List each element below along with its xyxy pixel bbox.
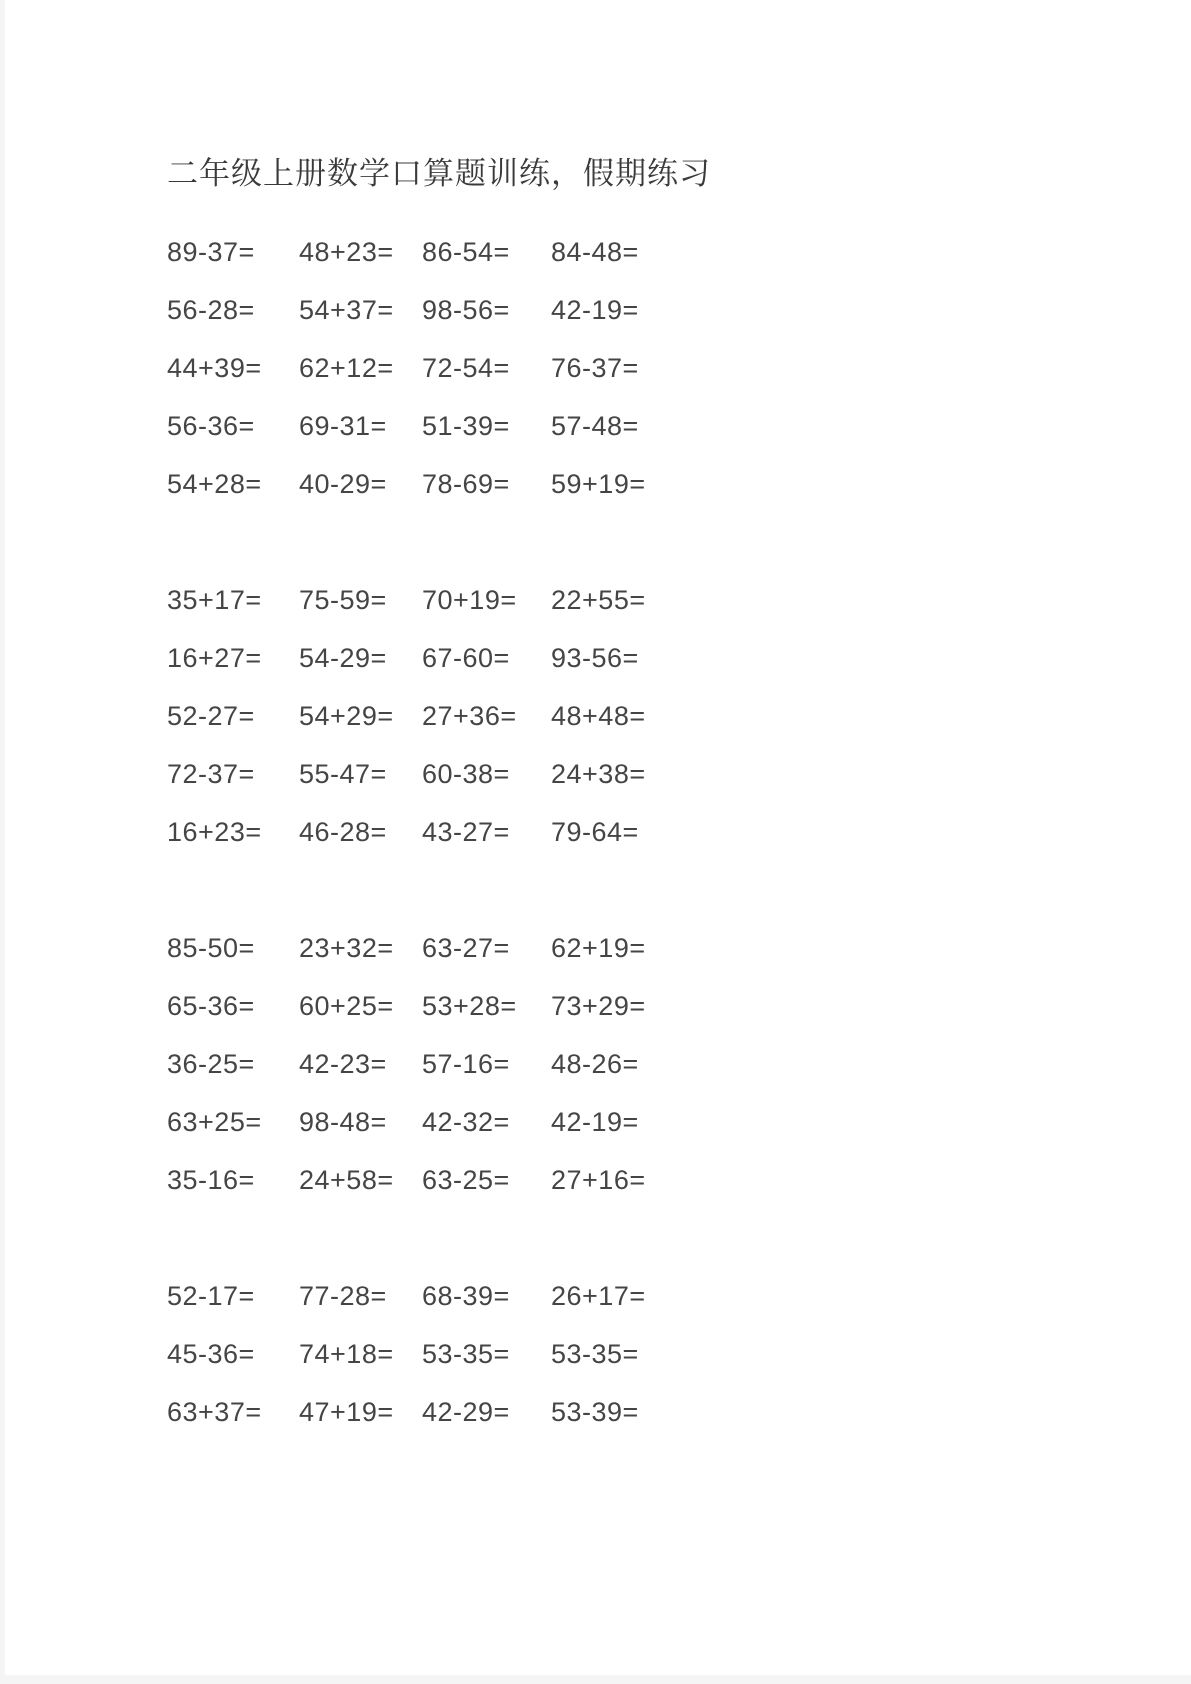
problem: 53-35= (422, 1338, 510, 1369)
problem-row (167, 629, 1151, 687)
problem-row (167, 919, 1151, 977)
problem: 60+25= (299, 990, 394, 1021)
problem: 78-69= (422, 468, 510, 499)
problem-block-3 (167, 919, 1151, 1209)
problem-block-1 (167, 223, 1151, 513)
problem: 46-28= (299, 816, 387, 847)
problem: 62+19= (551, 932, 646, 963)
problem: 63-27= (422, 932, 510, 963)
problem: 40-29= (299, 468, 387, 499)
problem-row (167, 745, 1151, 803)
problem: 53-39= (551, 1396, 639, 1427)
problem: 77-28= (299, 1280, 387, 1311)
problem: 43-27= (422, 816, 510, 847)
problem: 42-29= (422, 1396, 510, 1427)
problem: 57-48= (551, 410, 639, 441)
problem: 56-36= (167, 410, 255, 441)
problem: 22+55= (551, 584, 646, 615)
problem: 56-28= (167, 294, 255, 325)
worksheet-title: 二年级上册数学口算题训练，假期练习 (167, 156, 711, 191)
problem: 53-35= (551, 1338, 639, 1369)
problem-row (167, 571, 1151, 629)
problem: 42-19= (551, 1106, 639, 1137)
problem: 60-38= (422, 758, 510, 789)
problem: 42-23= (299, 1048, 387, 1079)
problem-row (167, 1035, 1151, 1093)
problem: 63-25= (422, 1164, 510, 1195)
problem: 84-48= (551, 236, 639, 267)
problem: 47+19= (299, 1396, 394, 1427)
problem: 48-26= (551, 1048, 639, 1079)
problem-row (167, 1151, 1151, 1209)
problem: 52-17= (167, 1280, 255, 1311)
problem: 98-48= (299, 1106, 387, 1137)
problem: 79-64= (551, 816, 639, 847)
problem: 54-29= (299, 642, 387, 673)
problem: 42-32= (422, 1106, 510, 1137)
problem: 85-50= (167, 932, 255, 963)
problem: 45-36= (167, 1338, 255, 1369)
worksheet-content (5, 0, 1191, 1441)
problem: 86-54= (422, 236, 510, 267)
problem: 48+48= (551, 700, 646, 731)
problem: 63+37= (167, 1396, 262, 1427)
problem: 26+17= (551, 1280, 646, 1311)
problem-block-4 (167, 1267, 1151, 1441)
problem: 55-47= (299, 758, 387, 789)
problem: 59+19= (551, 468, 646, 499)
problem: 70+19= (422, 584, 517, 615)
problem: 69-31= (299, 410, 387, 441)
problem: 27+16= (551, 1164, 646, 1195)
problem: 93-56= (551, 642, 639, 673)
problem-row (167, 281, 1151, 339)
problem: 27+36= (422, 700, 517, 731)
problem: 67-60= (422, 642, 510, 673)
problem: 73+29= (551, 990, 646, 1021)
problem-row (167, 1325, 1151, 1383)
problem: 44+39= (167, 352, 262, 383)
problem: 52-27= (167, 700, 255, 731)
problem: 75-59= (299, 584, 387, 615)
problem: 54+29= (299, 700, 394, 731)
problem-row (167, 1383, 1151, 1441)
problem: 23+32= (299, 932, 394, 963)
problem: 72-37= (167, 758, 255, 789)
problem: 89-37= (167, 236, 255, 267)
problem: 24+58= (299, 1164, 394, 1195)
problem-row (167, 397, 1151, 455)
problem: 53+28= (422, 990, 517, 1021)
problem: 16+23= (167, 816, 262, 847)
problem: 51-39= (422, 410, 510, 441)
problem: 16+27= (167, 642, 262, 673)
problem-row (167, 339, 1151, 397)
problem: 65-36= (167, 990, 255, 1021)
problem-block-2 (167, 571, 1151, 861)
problem: 72-54= (422, 352, 510, 383)
problem-row (167, 1267, 1151, 1325)
problem: 63+25= (167, 1106, 262, 1137)
problem: 36-25= (167, 1048, 255, 1079)
problem: 35+17= (167, 584, 262, 615)
problem: 68-39= (422, 1280, 510, 1311)
problem: 48+23= (299, 236, 394, 267)
problem: 24+38= (551, 758, 646, 789)
problem: 98-56= (422, 294, 510, 325)
problem-row (167, 687, 1151, 745)
problem: 76-37= (551, 352, 639, 383)
problem: 42-19= (551, 294, 639, 325)
problem-row (167, 977, 1151, 1035)
problem-row (167, 1093, 1151, 1151)
problem: 74+18= (299, 1338, 394, 1369)
problem-row (167, 223, 1151, 281)
problem: 57-16= (422, 1048, 510, 1079)
problem-row (167, 455, 1151, 513)
problem: 35-16= (167, 1164, 255, 1195)
problem-row (167, 803, 1151, 861)
problem: 54+28= (167, 468, 262, 499)
problem: 54+37= (299, 294, 394, 325)
problem: 62+12= (299, 352, 394, 383)
